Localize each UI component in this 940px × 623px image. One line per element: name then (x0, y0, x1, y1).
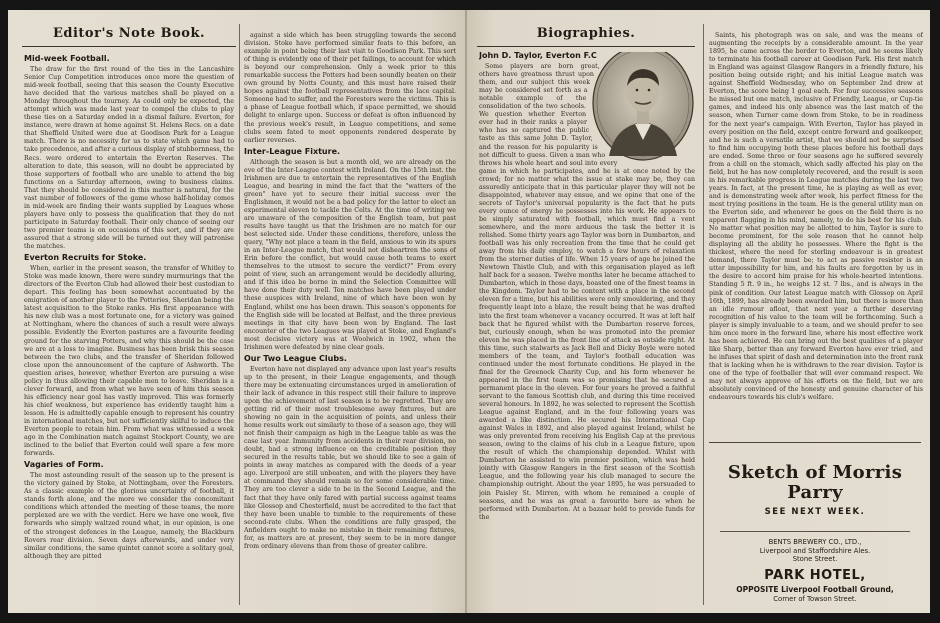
biography-subject: John D. Taylor, Everton F.C (479, 52, 597, 60)
page-header-editors-note-book: Editor's Note Book. (22, 20, 236, 47)
article-heading: Vagaries of Form. (24, 460, 104, 470)
ad-divider (720, 531, 910, 532)
column-divider (703, 24, 704, 605)
article-paragraph: When, earlier in the present season, the transfer of Whitley to Stoke was made known, there were sundry murmurings that the directors of the Everton Club had allowed their best custodian to depart. This feeling has been somewhat accentuated by the emigration of another player to the Potteries, Sheridan being the latest acquisition to the Stoke ranks. His first appearance with his new club was a most fortunate one, for a victory was gained at Nottingham, where the chances of such a result were always possible. Evidently the Everton pastures are a favourite feeding ground for the starving Potters, and why this should be the case we are at a loss to imagine. Business has been brisk this season between the two clubs, and the transfer of Sheridan followed close upon the announcement of the capture of Ashworth. The question arises, however, whether Everton are pursuing a wise policy in thus allowing their capable men to leave. Sheridan is a clever forward, and from what we have seen of him this season his efficiency near goal has vastly improved. This was formerly his chief weakness, but experience has evidently taught him a lesson. He is admittedly capable enough to represent his country in international matches, but not sufficiently skilful to induce the Everton people to retain him. From what was witnessed a week ago in the Combination match against Stockport County, we are inclined to the belief that Everton could well spare a few more forwards. (24, 265, 234, 458)
ad-brewery-name: BENTS BREWERY CO., LTD., (768, 538, 862, 546)
ad-see-next-week: SEE NEXT WEEK. (764, 507, 866, 517)
magazine-spread (8, 10, 930, 613)
article-paragraph: Saints, his photograph was on sale, and was the means of augmenting the receipts by a considerable amount. In the year 1895, he came across the border to Everton, and he seems likely to terminate his football career at Goodison Park. His first match in England was against Glasgow Rangers in a friendly fixture, his position being outside right; and his initial League match was against Sheffield Wednesday, who on September 2nd drew at Everton, the score being 1 goal each. For four successive seasons he missed but one match, inclusive of Friendly, League, or Cup-tie games, and indeed his only absence was the last match of the season, when Turner came down from Stoke, to be in readiness for the next year's campaign. With Everton, Taylor has played in every position on the field, except centre forward and goalkeeper, and he is such a versatile artist, that we should not be surprised to find him occupying both these places before his football days are ended. Some three or four seasons ago he suffered severely from a chill on the stomach, which sadly affected his play on the field, but he has now completely recovered, and the result is seen in his remarkable progress in League matches during the last two years. In fact, at the present time, he is playing as well as ever, and is demonstrating week after week, his perfect fitness for the most trying positions in the team. He is the general utility man on the Everton side, and whenever he goes on the field there is no apparent flagging in his mind, namely, to do his best for his club. No matter what position may be allotted to him, Taylor is sure to become prominent, for the sole reason that he cannot help displaying all the ability he possesses. Where the fight is the thickest, where the need for sterling endeavour is in greatest demand, there Taylor must be; to act as passive resister is an utter impossibility for him, and his faults are forgotten by us in the desire to accord him praise for his whole-hearted intentions. Standing 5 ft. 9 in., he weighs 12 st. 7 lbs., and is always in the pink of condition. Our latest League match with Glossop on April 16th, 1899, has already been awarded him, but there is more than an idle rumour afloat, that next year a further deserving recognition of his value to the team will be forthcoming. Such a player is simply invaluable to a team, and we should prefer to see him once more in the forward line, where his most effective work has been achieved. He can bring out the best qualities of a player like Sharp, better than any forward Everton have ever tried, and he infuses that spirit of dash and determination into the front rank that is lacking when he is withdrawn to the rear division. Taylor is one of the type of footballer that will ever command respect. We may not always approve of his efforts on the field, but we are absolutely convinced of the honesty and genuine character of his endeavours towards his club's welfare. (709, 32, 924, 402)
page-header-biographies: Biographies. (477, 20, 695, 47)
article-paragraph: The draw for the first round of the ties in the Lancashire Senior Cup Competition introduces once more the question of mid-week football, seeing that this season the County Executive have decided that the various matches shall be played on a Monday throughout the tourney. As could only be expected, the attempt which was made last year to compel the clubs to play these ties on a Saturday ended in a dismal failure. Everton, for instance, were drawn at home against St. Helens Recs. on a date that Sheffield United were due at Goodison Park for a League match. There is no necessity for us to state which game had to take precedence, and after a curious display of stubbornness, the Recs. were ordered to entertain the Everton Reserves. The alteration to date, this season, will no doubt be appreciated by those supporters of football who are unable to attend the big functions on a Saturday afternoon, owing to business claims. That they should be considered in this matter is natural, for the vast number of followers of the game whose half-holiday comes in mid-week are finding their wants supplied by Leagues whose players have only to possess the qualification that they do not participate in Saturday football. Their only chance of seeing our two premier teams is on occasions of this sort, and if they are assured that a strong side will be turned out they will patronise the matches. (24, 66, 234, 251)
article-heading: Mid-week Football. (24, 54, 110, 63)
ad-opposite-ground: OPPOSITE Liverpool Football Ground, (736, 584, 894, 594)
article-paragraph: Everton have not displayed any advance upon last year's results up to the present, in their League engagements, and though there may be extenuating circumstances urged in amelioration of their lack of advance in this respect still their failure to improve upon the achievement of last season is to be regretted. They are getting rid of their most troublesome away fixtures, but are showing no gain in the acquisition of points, and unless their home results work out similarly to those of a season ago, they will not finish their campaign as high in the League table as was the case last year. Immunity from accidents in their rear division, no doubt, had a strong influence on the creditable position they secured in the results table, but we should like to see a gain of points in away matches as compared with the deeds of a year ago. Liverpool are still unbeaten, and with the players they have at command they should remain so for some considerable time. They are too clever a side to be in the Second League, and the fact that they have only fared with partial success against teams like Glossop and Chesterfield, must be accredited to the fact that they have been unable to tumble to the requirements of these second-rate clubs. When the conditions are fully grasped, the Anfielders ought to make no mistake in their remaining fixtures, for, as matters are at present, they seem to be in more danger from ordinary elevens than from those of greater calibre. (244, 365, 456, 550)
ad-park-hotel: PARK HOTEL, (764, 567, 866, 583)
ad-corner-street: Corner of Towson Street. (773, 594, 857, 603)
ad-sketch-headline: Sketch of Morris Parry (727, 462, 903, 503)
left-column-2 (244, 32, 456, 607)
article-paragraph: Some players are born great, others have greatness thrust upon them, and our subject this week may be considered set forth as a notable example of the consolidation of the two schools. We question whether Everton ever had in their ranks a player who has so captured the public taste as this same John D. Taylor, and the reason for his popularity is not difficult to guess. Given a man who throws his whole heart and soul into every game in which he participates, and he is at once noted by the crowd; for no matter what the issue at stake may be, they can assuredly anticipate that in this particular player they will not be disappointed, whatever may ensue, and we opine that one of the secrets of Taylor's universal popularity is the fact that he puts every ounce of energy he possesses into his work. He appears to be simply saturated with football, which must find a vent somewhere, and the more arduous the task the better it is relished. Some thirty years ago Taylor was born in Dumbarton, and football was his only recreation from the time that he could get away from his daily employ, to watch a few hours of relaxation from the sterner duties of life. When 15 years of age he joined the Newtown Thistle Club, and with this organisation played as left half back for a season. Twelve months later he became attached to Dumbarton, which in those days, boasted one of the finest teams in the Kingdom. Taylor had to be content with a place in the second eleven for a time, but his abilities were only smouldering, and they frequently leapt into a blaze, the result being that he was drafted into the first team whenever a vacancy occurred. It was at left half back that he figured whilst with the Dumbarton reserve forces, but, curiously enough, when he was promoted into the premier eleven he was placed in the front line of attack as outside right. At this time, such stalwarts as Jack Bell and Dicky Boyle were noted members of the team, and Taylor's football education was continued under the most fortunate conditions. He played in the final for the Greenock Charity Cup, and his form whenever he appeared in the first team was so promising that he secured a permanent place in the eleven. For four years he proved a faithful servant to the famous Scottish club, and during this time received several honours. In 1892, he was selected to represent the Scottish League against England, and in the four following years was awarded a like distinction. He secured his International Cap against Wales in 1892, and also played against Ireland, whilst he was only prevented from receiving his English Cap at the previous season, owing to the claims of his club in a League fixture, upon the result of which the championship depended. Whilst with Dumbarton he assisted to win premier position, which was held jointly with Glasgow Rangers in the first season of the Scottish League, and the following year his club managed to secure the championship outright. About the year 1895, he was persuaded to join Paisley St. Mirren, with whom he remained a couple of seasons, and he was as great a favourite here as when he performed with Dumbarton. At a bazaar held to provide funds for the (479, 63, 696, 521)
article-heading: Everton Recruits for Stoke. (24, 253, 147, 263)
biography-column (479, 52, 695, 607)
right-page (467, 10, 930, 613)
ad-brewery-street: Stone Street. (792, 555, 838, 563)
article-paragraph: against a side which has been struggling towards the second division. Stoke have performed similar feats to this before, an example in point being their last visit to Goodison Park. This sort of thing is evidently one of their pet failings, to account for which is beyond our comprehension. Only a week prior to this remarkable success the Potters had been soundly beaten on their own ground by Notts County, and this must have raised their hopes against the football representatives from the lace capital. Someone had to suffer, and the Foresters were the victims. This is a phase of League football which, if space permitted, we should delight to enlarge upon. Success or defeat is often influenced by the previous week's result, in League competitions, and some clubs seem fated to meet opponents rendered desperate by earlier reverses. (244, 32, 456, 144)
column-divider (239, 24, 240, 605)
ad-brewery-ales: Liverpool and Staffordshire Ales. (759, 546, 871, 555)
article-heading: Inter-League Fixture. (244, 146, 341, 156)
portrait-photo (591, 52, 695, 162)
article-paragraph: The most astounding result of the season up to the present is the victory gained by Stoke, at Nottingham, over the Foresters. As a classic example of the glorious uncertainty of football, it stands forth alone, and the more we consider the concomitant conditions which attended the meeting of these teams, the more perplexed are we with the verdict. Here we have one week, five forwards who simply waltzed round what, in our opinion, is one of the strongest defences in the League, namely, the Blackburn Rovers rear division. Seven days afterwards, and under very similar conditions, the same quintet cannot score a solitary goal, although they are pitted (24, 472, 234, 560)
article-heading: Our Two League Clubs. (244, 353, 347, 363)
biography-column-continued (709, 32, 923, 425)
left-page (8, 10, 465, 613)
article-paragraph: Although the season is but a month old, we are already on the eve of the Inter-League contest with Ireland. On the 15th inst. the Irishmen are due to entertain the representatives of the English League, and bearing in mind the fact that the "watters of the green" have yet to secure their initial success over the Englishmen, it would not be a bad policy for the latter to elect an experimental eleven to tackle the Celts. At the time of writing we are unaware of the composition of the English team, but past results have taught us that the Irishmen are no match for our best selected side. Under these conditions, therefore, unless the query, "Why not place a team in the field, anxious to win its spurs in an Inter-League match, that would not disheartren the sons of Erin before the conflict, but would cause both teams to exert themselves to the utmost to secure the verdict?" From every point of view, such an arrangement would be decidedly alluring, and if this idea be borne in mind the Selection Committee will have done their duty well. Ten matches have been played under these auspices with Ireland, nine of which have been won by England, whilst one has been drawn. This season's opponents for the English side will be located at Belfast, and the three previous meetings in that city have been won by England. The last encounter of the two Leagues was played at Stoke, and England's most decisive victory was at Woolwich in 1902, when the Irishmen were defeated by nine clear goals. (244, 158, 456, 351)
left-column-1 (24, 52, 234, 607)
advertisement-block (709, 442, 921, 605)
